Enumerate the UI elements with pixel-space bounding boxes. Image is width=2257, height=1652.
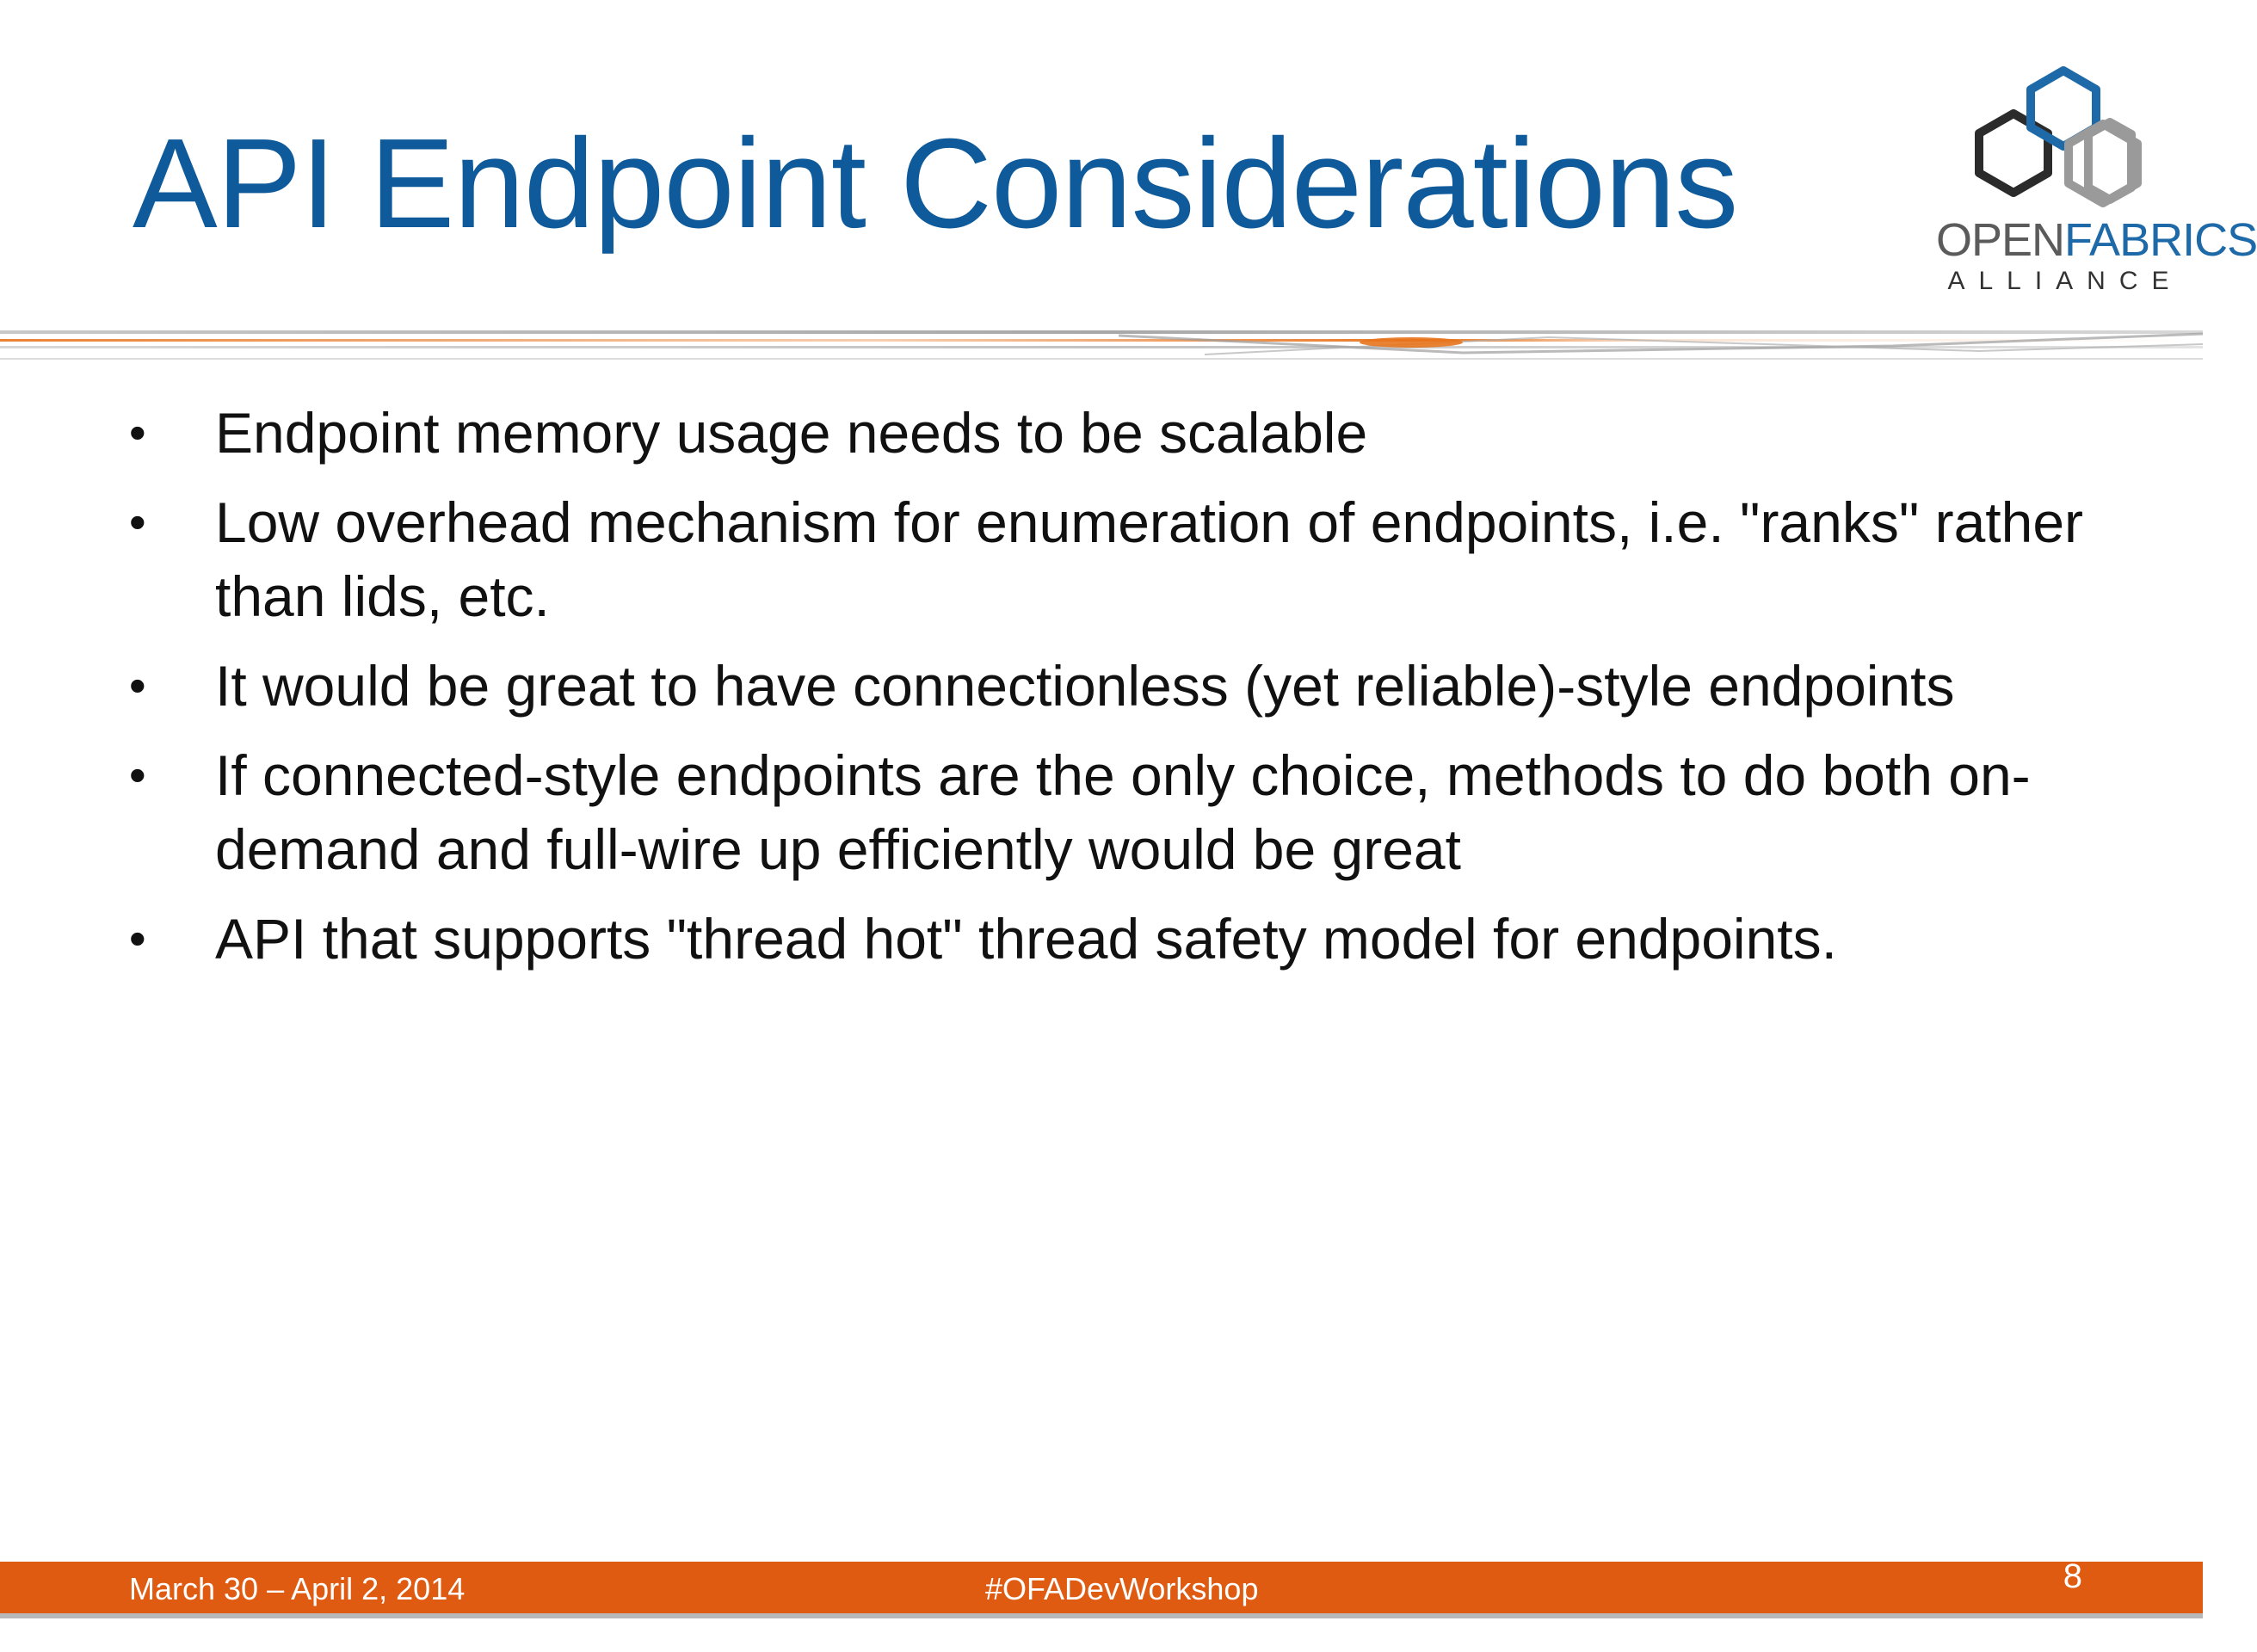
list-item xyxy=(129,396,2108,470)
logo-wordmark xyxy=(1936,214,2257,266)
bullet-symbol: • xyxy=(129,658,146,712)
bullet-symbol: • xyxy=(129,911,146,965)
bullet-symbol: • xyxy=(129,748,146,802)
footer-hashtag: #OFADevWorkshop xyxy=(985,1571,1259,1606)
list-item xyxy=(129,485,2108,633)
bullet-list xyxy=(129,396,2108,991)
page-number: 8 xyxy=(2063,1557,2082,1595)
list-item xyxy=(129,902,2108,976)
list-item xyxy=(129,649,2108,723)
footer-date: March 30 – April 2, 2014 xyxy=(129,1571,466,1606)
slide-title: API Endpoint Considerations xyxy=(133,113,1738,255)
header-divider xyxy=(0,327,2203,370)
bullet-text: Low overhead mechanism for enumeration of endpoints, i.e. "ranks" rather than lids, etc. xyxy=(215,490,2084,628)
logo-word-open: OPEN xyxy=(1936,214,2065,266)
bullet-text: It would be great to have connectionless (yet reliable)-style endpoints xyxy=(215,654,1955,718)
bullet-symbol: • xyxy=(129,405,146,459)
openfabrics-logo xyxy=(1936,62,2257,303)
footer-shadow xyxy=(0,1613,2203,1618)
bullet-text: API that supports "thread hot" thread safety model for endpoints. xyxy=(215,907,1837,971)
logo-word-fabrics: FABRICS xyxy=(2064,214,2257,266)
hexagon-logo-icon xyxy=(1962,62,2168,217)
bullet-text: Endpoint memory usage needs to be scalable xyxy=(215,401,1368,465)
list-item xyxy=(129,738,2108,886)
bullet-text: If connected-style endpoints are the only choice, methods to do both on-demand and full-wire up efficiently would be great xyxy=(215,743,2031,881)
logo-word-alliance: ALLIANCE xyxy=(1947,267,2183,295)
bullet-symbol: • xyxy=(129,495,146,549)
